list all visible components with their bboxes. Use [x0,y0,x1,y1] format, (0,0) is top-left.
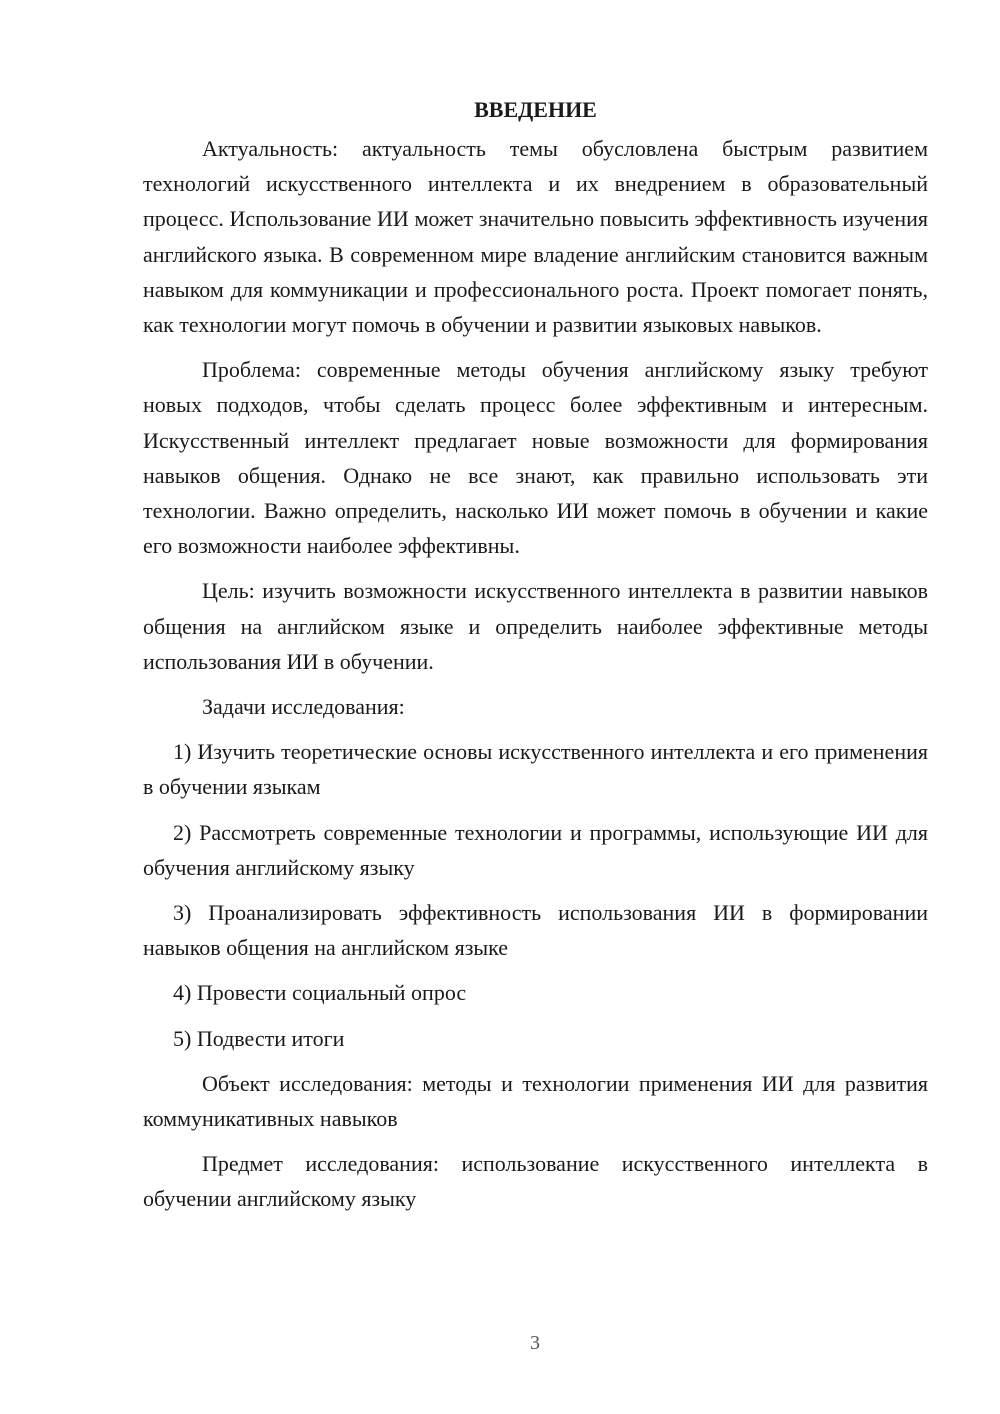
tasks-heading: Задачи исследования: [202,694,405,720]
task-item: 1) Изучить теоретические основы искусственного интеллекта и его применения в обучении языкам [143,739,928,800]
task-item: 5) Подвести итоги [173,1025,345,1051]
task-item: 2) Рассмотреть современные технологии и программы, использующие ИИ для обучения английскому языку [143,819,928,880]
section-title: ВВЕДЕНИЕ [474,97,597,122]
paragraph-problem: Проблема: современные методы обучения английскому языку требуют новых подходов, чтобы сделать процесс более эффективным и интересным. Искусственный интеллект предлагает новые возможности для формирования навыков общения. Однако не все знают, как правильно использовать эти технологии. Важно определить, насколько ИИ может помочь в обучении и какие его возможности наиболее эффективны. [143,357,928,559]
paragraph-relevance: Актуальность: актуальность темы обусловлена быстрым развитием технологий искусственного интеллекта и их внедрением в образовательный процесс. Использование ИИ может значительно повысить эффективность изучения английского языка. В современном мире владение английским становится важным навыком для коммуникации и профессионального роста. Проект помогает понять, как технологии могут помочь в обучении и развитии языковых навыков. [143,136,928,338]
paragraph-subject: Предмет исследования: использование искусственного интеллекта в обучении английскому языку [143,1151,928,1212]
task-item: 3) Проанализировать эффективность использования ИИ в формировании навыков общения на английском языке [143,900,928,961]
page-number: 3 [530,1332,540,1354]
paragraph-object: Объект исследования: методы и технологии применения ИИ для развития коммуникативных навыков [143,1070,928,1132]
document-page [143,92,928,1227]
task-item: 4) Провести социальный опрос [173,980,467,1006]
paragraph-goal: Цель: изучить возможности искусственного интеллекта в развитии навыков общения на английском языке и определить наиболее эффективные методы использования ИИ в обучении. [143,578,928,674]
